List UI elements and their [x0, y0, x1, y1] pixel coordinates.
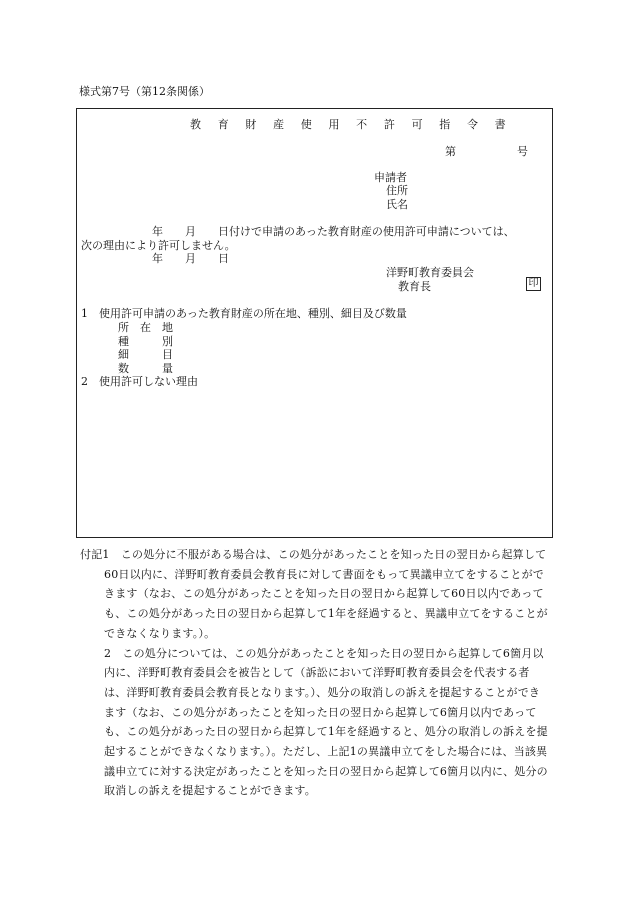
- item-2: 2 使用許可しない理由: [81, 375, 198, 388]
- document-title: 教 育 財 産 使 用 不 許 可 指 令 書: [190, 118, 513, 131]
- sub-quantity: 数 量: [118, 362, 173, 375]
- notes-section: [80, 545, 550, 801]
- seal-stamp-box: [526, 277, 541, 291]
- applicant-label: 申請者: [374, 171, 407, 184]
- body-line-2: 次の理由により許可しません。: [81, 239, 236, 252]
- issuer-org: 洋野町教育委員会: [386, 266, 474, 279]
- sub-detail: 細 目: [118, 348, 173, 361]
- address-label: 住所: [386, 184, 408, 197]
- form-number: 様式第7号（第12条関係）: [79, 85, 210, 98]
- sub-type: 種 別: [118, 335, 173, 348]
- seal-label: 印: [528, 278, 539, 289]
- name-label: 氏名: [386, 198, 408, 211]
- issuer-title: 教育長: [398, 280, 431, 293]
- number-dai: 第: [445, 145, 456, 158]
- date-line: 年 月 日: [152, 252, 229, 265]
- item-1: 1 使用許可申請のあった教育財産の所在地、種別、細目及び数量: [81, 307, 407, 320]
- note-1: 付記1 この処分に不服がある場合は、この処分があったことを知った日の翌日から起算して60日以内に、洋野町教育委員会教育長に対して書面をもって異議申立てをすることができます（なお、この処分があったことを知った日の翌日から起算して60日以内であっても、この処分があった日の翌日から起算して1年を経過すると、異議申立てをすることができなくなります。）。: [80, 548, 548, 640]
- note-2: 2 この処分については、この処分があったことを知った日の翌日から起算して6箇月以内に、洋野町教育委員会を被告として（訴訟において洋野町教育委員会を代表する者は、洋野町教育委員会教育長となります。）、処分の取消しの訴えを提起することができます（なお、この処分があったことを知った日の翌日から起算して6箇月以内であっても、この処分があった日の翌日から起算して1年を経過すると、処分の取消しの訴えを提起することができなくなります。）。ただし、上記1の異議申立てをした場合には、当該異議申立てに対する決定があったことを知った日の翌日から起算して6箇月以内に、処分の取消しの訴えを提起することができます。: [104, 646, 548, 798]
- sub-location: 所 在 地: [118, 321, 173, 334]
- body-line-1: 年 月 日付けで申請のあった教育財産の使用許可申請については、: [152, 225, 515, 238]
- number-go: 号: [517, 145, 528, 158]
